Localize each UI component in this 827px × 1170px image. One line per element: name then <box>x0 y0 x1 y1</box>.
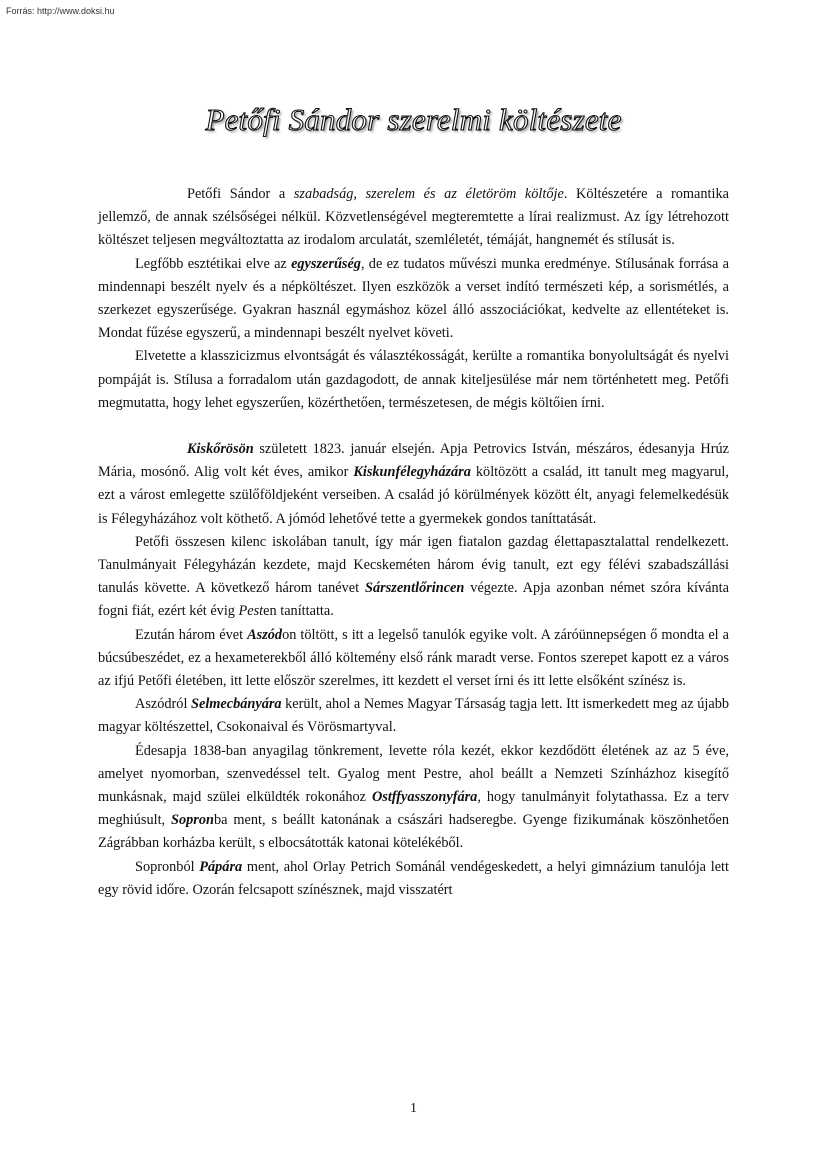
paragraph <box>98 740 729 856</box>
paragraph <box>98 183 729 253</box>
paragraph-text: en taníttatta. <box>263 603 334 620</box>
place-name: Kiskőrösön <box>187 441 254 458</box>
paragraph-text: született 1823. január elsején. Apja Petrovics István, mészáros, édesanyja Hrúz Mária, mosónő. Alig volt két éves, amikor <box>98 441 729 481</box>
paragraph-text: ment, ahol Orlay Petrich Sománál vendégeskedett, a helyi gimnázium tanulója lett egy rövid időre. Ozorán felcsapott színésznek, majd visszatért <box>98 858 729 898</box>
place-name: Selmecbányára <box>191 696 282 713</box>
place-name: Ostffyasszonyfára <box>371 789 478 806</box>
place-name: Sárszentlőrincen <box>365 580 465 597</box>
place-name: Pápára <box>199 858 243 875</box>
paragraph-text: . Költészetére a romantika jellemző, de annak szélsőségei nélkül. Közvetlenségével megteremtette a lírai realizmust. Az így létrehozott költészet teljesen megváltoztatta az irodalom arculatát, szemléletét, témáját, hangnemét és stílusát is. <box>98 186 729 249</box>
place-name: Aszód <box>247 626 283 643</box>
paragraph-text: Petőfi összesen kilenc iskolában tanult, így már igen fiatalon gazdag élettapasztalattal rendelkezett. Tanulmányait Félegyházán kezdete, majd Kecskeméten három évig tanult, ezt egy félévi szabadszállási tanulás követte. A következő három tanévet <box>98 533 729 597</box>
paragraph-text: Petőfi Sándor a <box>187 186 294 202</box>
paragraph <box>98 624 729 694</box>
paragraph-text: ba ment, s beállt katonának a császári hadseregbe. Gyenge fizikumának köszönhetően Zágrábban korházba került, s elbocsátották katonai kötelékéből. <box>98 812 729 852</box>
place-name: egyszerűség <box>291 255 361 272</box>
paragraph <box>98 531 729 624</box>
emphasis-text: Pest <box>238 603 264 620</box>
emphasis-text: szabadság, szerelem és az életöröm költője <box>293 186 564 202</box>
paragraph-text: , de ez tudatos művészi munka eredménye. Stílusának forrása a mindennapi beszélt nyelv és a népköltészet. Ilyen eszközök a verset indító természeti kép, a sorismétlés, a szerkezet egyszerűsége. Gyakran használ egymáshoz közel álló asszociációkat, kedvelte az ellentéteket is. Mondat fűzése egyszerű, a mindennapi beszélt nyelvet követi. <box>98 255 730 342</box>
source-note: Forrás: http://www.doksi.hu <box>6 6 115 16</box>
page-title: Petőfi Sándor szerelmi költészete <box>205 102 622 137</box>
paragraph-text: Aszódról <box>135 696 192 713</box>
paragraph-text: on töltött, s itt a legelső tanulók egyike volt. A záróünnepségen ő mondta el a búcsúbeszédet, ez a hexameterekből álló költemény első ránk maradt verse. Fontos szerepet kapott ez a város az ifjú Petőfi életében, itt lette először szerelmes, itt kezdett el verset írni és itt lette elsőként színész is. <box>98 626 729 690</box>
page-number: 1 <box>410 1101 417 1116</box>
place-name: Kiskunfélegyházára <box>353 464 471 481</box>
paragraph <box>98 693 729 739</box>
paragraph-text: végezte. Apja azonban német szóra kívánta fogni fiát, ezért két évig <box>98 580 729 620</box>
paragraph-gap <box>98 415 729 438</box>
paragraph-text: , hogy tanulmányit folytathassa. Ez a terv meghiúsult, <box>98 789 730 829</box>
paragraph <box>98 253 729 346</box>
document-body <box>98 183 729 902</box>
paragraph-text: Édesapja 1838-ban anyagilag tönkrement, levette róla kezét, ekkor kezdődött életének az az 5 éve, amelyet nyomorban, szenvedéssel telt. Gyalog ment Pestre, ahol beállt a Nemzeti Színházhoz kisegítő munkásnak, majd szülei elküldték rokonához <box>98 742 729 806</box>
place-name: Sopron <box>171 812 214 829</box>
paragraph-text: Ezután három évet <box>135 626 248 643</box>
paragraph-text: költözött a család, itt tanult meg magyarul, ezt a várost emlegette szülőföldjeként verseiben. A család jó körülmények között élt, anyagi felemelkedésük is Félegyházához volt köthető. A jómód lehetővé tette a gyermekek gondos taníttatását. <box>98 464 729 527</box>
paragraph <box>98 438 729 531</box>
paragraph-text: került, ahol a Nemes Magyar Társaság tagja lett. Itt ismerkedett meg az újabb magyar költészettel, Csokonaival és Vörösmartyval. <box>98 696 729 736</box>
paragraph-text: Elvetette a klasszicizmus elvontságát és választékosságát, kerülte a romantika bonyolultságát és nyelvi pompáját is. Stílusa a forradalom után gazdagodott, de annak kiteljesülése már nem történhetett meg. Petőfi megmutatta, hogy lehet egyszerűen, közérthetően, természetesen, de mégis költőien írni. <box>98 348 729 411</box>
paragraph-text: Sopronból <box>135 858 200 875</box>
paragraph <box>98 856 729 902</box>
paragraph-text: Legfőbb esztétikai elve az <box>135 255 292 272</box>
paragraph <box>98 345 729 415</box>
